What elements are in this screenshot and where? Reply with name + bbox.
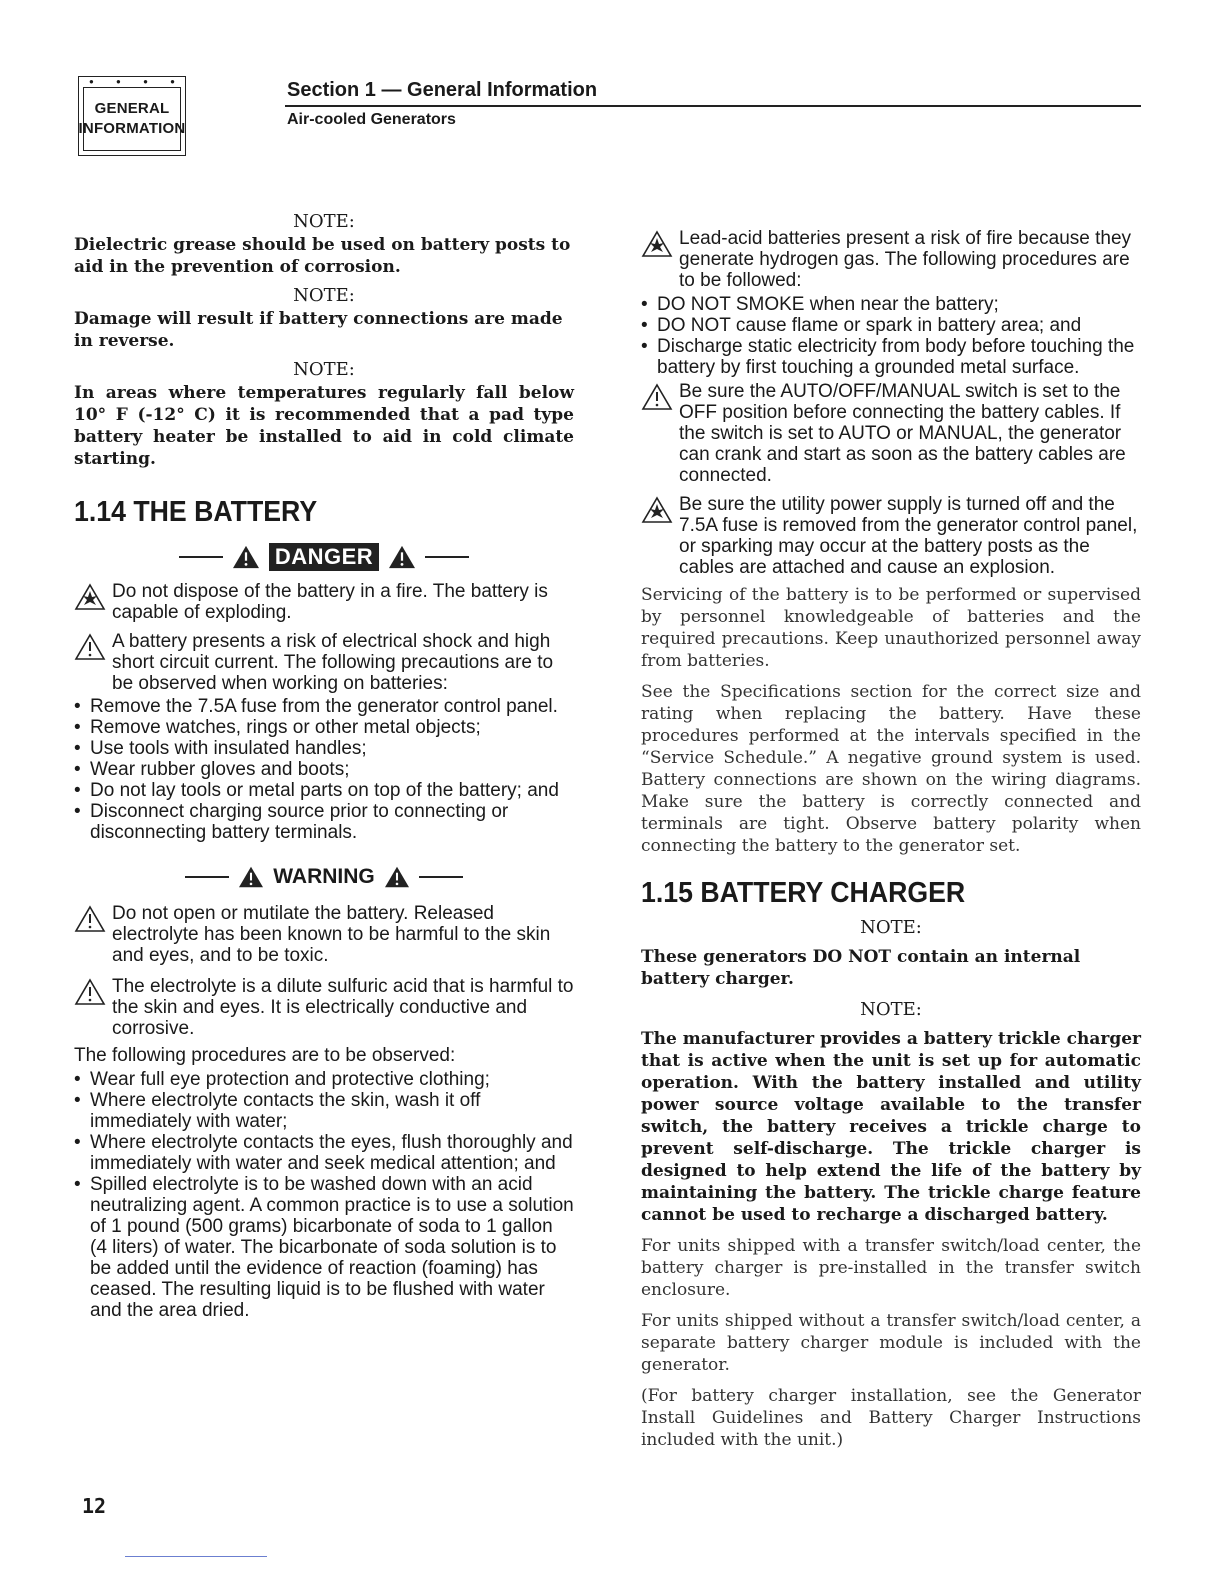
list-item: • Discharge static electricity from body before touching the battery by first touching a grounded metal surface. — [641, 336, 1141, 378]
note-heading: NOTE: — [293, 285, 355, 306]
note-heading: NOTE: — [860, 917, 922, 938]
header-rule — [285, 105, 1141, 107]
danger-hazard-icon — [387, 544, 417, 570]
warning-hazard-icon — [237, 865, 265, 889]
list-item: • Spilled electrolyte is to be washed down with an acid neutralizing agent. A common practice is to use a solution of 1 pound (500 grams) bicarbonate of soda to 1 gallon (4 liters) of water. The bicarbonate of soda solution is to be added until the evidence of reaction (foaming) has ceased. The resulting liquid is to be flushed with water and the area dried. — [74, 1174, 574, 1321]
warning-hazard-icon — [383, 865, 411, 889]
right-column — [641, 228, 1141, 1451]
list-item: • Where electrolyte contacts the skin, wash it off immediately with water; — [74, 1090, 574, 1132]
danger-item-text: A battery presents a risk of electrical shock and high short circuit current. The following precautions are to be observed when working on batteries: — [112, 631, 554, 694]
warning-item — [641, 228, 1141, 291]
list-item: • Remove watches, rings or other metal objects; — [74, 717, 574, 738]
note-heading: NOTE: — [293, 211, 355, 232]
caution-icon — [641, 383, 673, 411]
danger-label: DANGER — [269, 543, 379, 571]
body-paragraph: Servicing of the battery is to be performed or supervised by personnel knowledgeable of batteries and the required precautions. Keep unauthorized personnel away from batteries. — [641, 585, 1141, 671]
danger-hazard-icon — [231, 544, 261, 570]
section-title: Section 1 — General Information — [287, 79, 598, 101]
procedures-list — [74, 1069, 574, 1321]
tab-label-line2: INFORMATION — [78, 120, 186, 137]
danger-item-text: Do not dispose of the battery in a fire. The battery is capable of exploding. — [112, 581, 548, 623]
section-subtitle: Air-cooled Generators — [287, 111, 456, 128]
battery-heading: 1.14 THE BATTERY — [74, 496, 318, 528]
warning-label: WARNING — [273, 865, 375, 888]
explosion-warning-icon — [74, 583, 106, 611]
body-paragraph: For units shipped with a transfer switch/load center, the battery charger is pre-installed in the transfer switch enclosure. — [641, 1236, 1141, 1300]
danger-banner — [74, 543, 574, 571]
list-item: • Disconnect charging source prior to connecting or disconnecting battery terminals. — [74, 801, 574, 843]
warning-item-text: Be sure the AUTO/OFF/MANUAL switch is set to the OFF position before connecting the battery cables. If the switch is set to AUTO or MANUAL, the generator can crank and start as soon as the battery cables are connected. — [679, 381, 1126, 486]
danger-item — [74, 581, 574, 623]
warning-item-text: Do not open or mutilate the battery. Released electrolyte has been known to be harmful to the skin and eyes, and to be toxic. — [112, 903, 551, 966]
warning-banner — [74, 865, 574, 889]
list-item: • Remove the 7.5A fuse from the generator control panel. — [74, 696, 574, 717]
list-item: • DO NOT SMOKE when near the battery; — [641, 294, 1141, 315]
list-item: • DO NOT cause flame or spark in battery area; and — [641, 315, 1141, 336]
body-paragraph: See the Specifications section for the correct size and rating when replacing the battery. Have these procedures performed at the intervals specified in the “Service Schedule.” A negative ground system is used. Battery connections are shown on the wiring diagrams. Make sure the battery is correctly connected and terminals are tight. Observe battery polarity when connecting the battery to the generator set. — [641, 682, 1141, 856]
charger-heading: 1.15 BATTERY CHARGER — [641, 877, 966, 909]
warning-item-text: Lead-acid batteries present a risk of fire because they generate hydrogen gas. The following procedures are to be followed: — [679, 228, 1132, 291]
warning-item — [74, 903, 574, 966]
note-heading: NOTE: — [860, 999, 922, 1020]
danger-bullet-list — [74, 696, 574, 843]
note-text: In areas where temperatures regularly fall below 10° F (-12° C) it is recommended that a pad type battery heater be installed to aid in cold climate starting. — [74, 383, 574, 469]
warning-item — [641, 381, 1141, 486]
warning-item — [74, 976, 574, 1039]
note-heading: NOTE: — [293, 359, 355, 380]
note-text: The manufacturer provides a battery trickle charger that is active when the unit is set up for automatic operation. With the battery installed and utility power source voltage available to the transfer switch, the battery receives a trickle charge to prevent self-discharge. The trickle charger is designed to help extend the life of the battery by maintaining the battery. The trickle charge feature cannot be used to recharge a discharged battery. — [641, 1029, 1141, 1225]
tab-dots: ● ● ● ● — [89, 77, 175, 86]
caution-icon — [74, 978, 106, 1006]
note-text: Damage will result if battery connections are made in reverse. — [74, 309, 563, 351]
danger-item — [74, 631, 574, 694]
warning-item — [641, 494, 1141, 578]
footer-link-line — [125, 1556, 267, 1557]
page-number: 12 — [82, 1494, 107, 1518]
list-item: • Do not lay tools or metal parts on top of the battery; and — [74, 780, 574, 801]
hydrogen-bullet-list — [641, 294, 1141, 378]
procedures-intro: The following procedures are to be observed: — [74, 1045, 456, 1066]
warning-item-text: Be sure the utility power supply is turned off and the 7.5A fuse is removed from the generator control panel, or sparking may occur at the battery posts as the cables are attached and cause an explosion. — [679, 494, 1138, 578]
caution-icon — [74, 905, 106, 933]
section-tab — [78, 76, 186, 156]
body-paragraph: For units shipped without a transfer switch/load center, a separate battery charger module is included with the generator. — [641, 1311, 1141, 1375]
left-column — [74, 210, 574, 1321]
warning-item-text: The electrolyte is a dilute sulfuric acid that is harmful to the skin and eyes. It is electrically conductive and corrosive. — [112, 976, 574, 1039]
body-paragraph: (For battery charger installation, see the Generator Install Guidelines and Battery Charger Instructions included with the unit.) — [641, 1386, 1141, 1450]
caution-icon — [74, 633, 106, 661]
list-item: • Use tools with insulated handles; — [74, 738, 574, 759]
list-item: • Wear full eye protection and protective clothing; — [74, 1069, 574, 1090]
note-text: These generators DO NOT contain an internal battery charger. — [641, 947, 1081, 989]
list-item: • Wear rubber gloves and boots; — [74, 759, 574, 780]
explosion-warning-icon — [641, 230, 673, 258]
note-text: Dielectric grease should be used on battery posts to aid in the prevention of corrosion. — [74, 235, 571, 277]
list-item: • Where electrolyte contacts the eyes, flush thoroughly and immediately with water and seek medical attention; and — [74, 1132, 574, 1174]
tab-label-line1: GENERAL — [94, 100, 170, 117]
explosion-warning-icon — [641, 496, 673, 524]
